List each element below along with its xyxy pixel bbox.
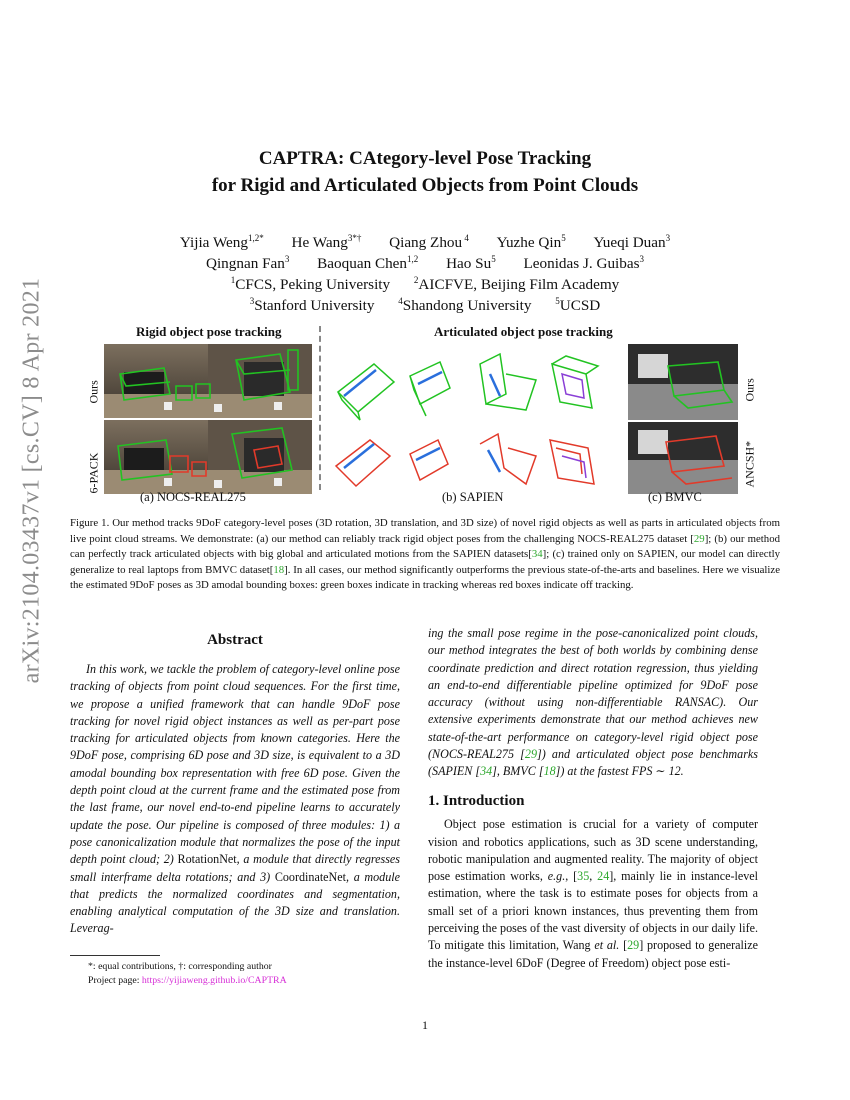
author: He Wang$^{3*\dagger}$ (291, 232, 362, 251)
project-page-link[interactable]: https://yijiaweng.github.io/CAPTRA (141, 975, 287, 986)
affiliation: $^1$CFCS, Peking University (230, 274, 391, 293)
arxiv-stamp: arXiv:2104.03437v1 [cs.CV] 8 Apr 2021 (18, 277, 45, 683)
abstract-text-continued: , a module that predicts the normalized coordinates and segmentation, enabling analytical computation of the 3D size and translation. Leverag- (70, 869, 400, 936)
nocs-ours-photo (104, 344, 312, 418)
author-row-1 (0, 232, 850, 253)
row-label-ancsh: ANCSH* (742, 440, 757, 488)
heading-articulated: Articulated object pose tracking (434, 324, 613, 339)
author: Yueqi Duan$^3$ (593, 232, 671, 251)
citation-link[interactable]: 24 (597, 869, 610, 884)
subcaption-a: (a) NOCS-REAL275 (140, 490, 246, 504)
author: Yijia Weng$^{1,2*}$ (179, 232, 264, 251)
citation-link[interactable]: 29 (627, 938, 640, 953)
bmvc-ours-photo (628, 344, 738, 420)
abstract-heading: Abstract (207, 632, 263, 648)
affiliation: $^5$UCSD (555, 295, 601, 314)
affiliation: $^3$Stanford University (249, 295, 375, 314)
author: Leonidas J. Guibas$^3$ (523, 253, 644, 272)
paper-title: CAPTRA: CAtegory-level Pose Tracking for Rigid and Articulated Objects from Point Clouds (211, 148, 639, 196)
heading-rigid: Rigid object pose tracking (136, 324, 282, 339)
affiliation: $^2$AICFVE, Beijing Film Academy (413, 274, 620, 293)
citation-link[interactable]: 35 (577, 869, 590, 884)
author: Baoquan Chen$^{1,2}$ (317, 253, 419, 272)
author: Yuzhe Qin$^5$ (496, 232, 566, 251)
citation-link[interactable]: 34 (480, 764, 493, 779)
citation-link[interactable]: 29 (524, 747, 537, 762)
abstract-left-column: In this work, we tackle the problem of category-level online pose tracking of objects from point cloud sequences. For the first time, we propose a unified framework that can handle 9DoF pose tracking for novel rigid object instances as well as per-part pose tracking for articulated objects from known categories. Here the 9DoF pose, comprising 6D pose and 3D size, is equivalent to a 3D amodal bounding box representation with free 6D pose. Given the depth point cloud at the current frame and the estimated pose from the last frame, our novel end-to-end pipeline learns to accurately update the pose. Our pipeline is composed of three modules: 1) a pose canonicalization module that normalizes the pose of the input depth point cloud; 2) RotationNet, a module that directly regresses small interframe delta rotations; and 3) CoordinateNet, a module that predicts the normalized coordinates and segmentation, enabling analytical computation of the 3D size and translation. Leverag- (70, 662, 400, 936)
figure-divider (319, 326, 321, 490)
citation-link[interactable]: 18 (273, 563, 285, 576)
citation-link[interactable]: 18 (543, 764, 556, 779)
figure-caption: Figure 1. Our method tracks 9DoF category-level poses (3D rotation, 3D translation, and 3D size) of novel rigid objects as well as parts in articulated objects from live point cloud streams. We demonstrate: (a) our method can reliably track rigid object poses from the challenging NOCS-REAL275 dataset [29]; (b) our method can perfectly track articulated objects with big global and articulated motions from the SAPIEN datasets[34]; (c) trained only on SAPIEN, our model can directly generalize to real laptops from BMVC dataset[18]. In all cases, our method significantly outperforms the previous state-of-the-arts and baselines. Here we visualize the estimated 9DoF poses as 3D amodal bounding boxes: green boxes indicate in tracking whereas red boxes indicate off tracking. (70, 517, 780, 592)
subcaption-c: (c) BMVC (648, 490, 702, 504)
right-column (428, 625, 758, 972)
abstract-right-continuation: ing the small pose regime in the pose-canonicalized point clouds, our method integrates the best of both worlds by combining dense coordinate prediction and direct rotation regression, thus yielding an end-to-end differentiable pipeline optimized for 9DoF pose accuracy (without using non-differentiable RANSAC). Our extensive experiments demonstrate that our method achieves new state-of-the-art performance on category-level rigid object pose (NOCS-REAL275 [29]) and articulated object pose benchmarks (SAPIEN [34], BMVC [18]) at the fastest FPS ∼ 12. (428, 626, 758, 779)
nocs-6pack-photo (104, 420, 312, 494)
page-number: 1 (422, 1018, 428, 1032)
citation-link[interactable]: 34 (531, 548, 543, 561)
subcaption-b: (b) SAPIEN (442, 490, 504, 504)
author: Qiang Zhou $^4$ (389, 232, 469, 251)
citation-link[interactable]: 29 (693, 532, 705, 545)
affiliation-row-1 (0, 274, 850, 295)
author: Hao Su$^5$ (446, 253, 496, 272)
affiliation-row-2 (0, 295, 850, 316)
author-row-2 (0, 253, 850, 274)
figure-1 (82, 322, 772, 504)
row-label-ours-right: Ours (742, 378, 757, 402)
author-block (0, 232, 850, 316)
sapien-renderings (330, 344, 612, 494)
affiliation: $^4$Shandong University (398, 295, 532, 314)
bmvc-ancsh-photo (628, 422, 738, 494)
author: Qingnan Fan$^3$ (205, 253, 290, 272)
row-label-6pack: 6-PACK (86, 452, 101, 494)
intro-heading: 1. Introduction (428, 793, 525, 809)
row-label-ours: Ours (86, 380, 101, 404)
intro-section: 1. Introduction Object pose estimation is crucial for a variety of computer vision and robotics applications, such as 3D scene understanding, robotic manipulation and augmented reality. The majority of object pose estimation works, e.g., [35, 24], mainly lie in instance-level estimation, where the task is to estimate poses for objects from a small set of a priori known instances, thus preventing them from perceiving the poses of the vast diversity of objects in our daily life. To mitigate this limitation, Wang et al. [29] proposed to generalize the instance-level 6DoF (Degree of Freedom) object pose esti- (428, 793, 758, 970)
footnote: *: equal contributions, †: corresponding author Project page: https://yijiaweng.github.io/CAPTRA (70, 955, 400, 988)
